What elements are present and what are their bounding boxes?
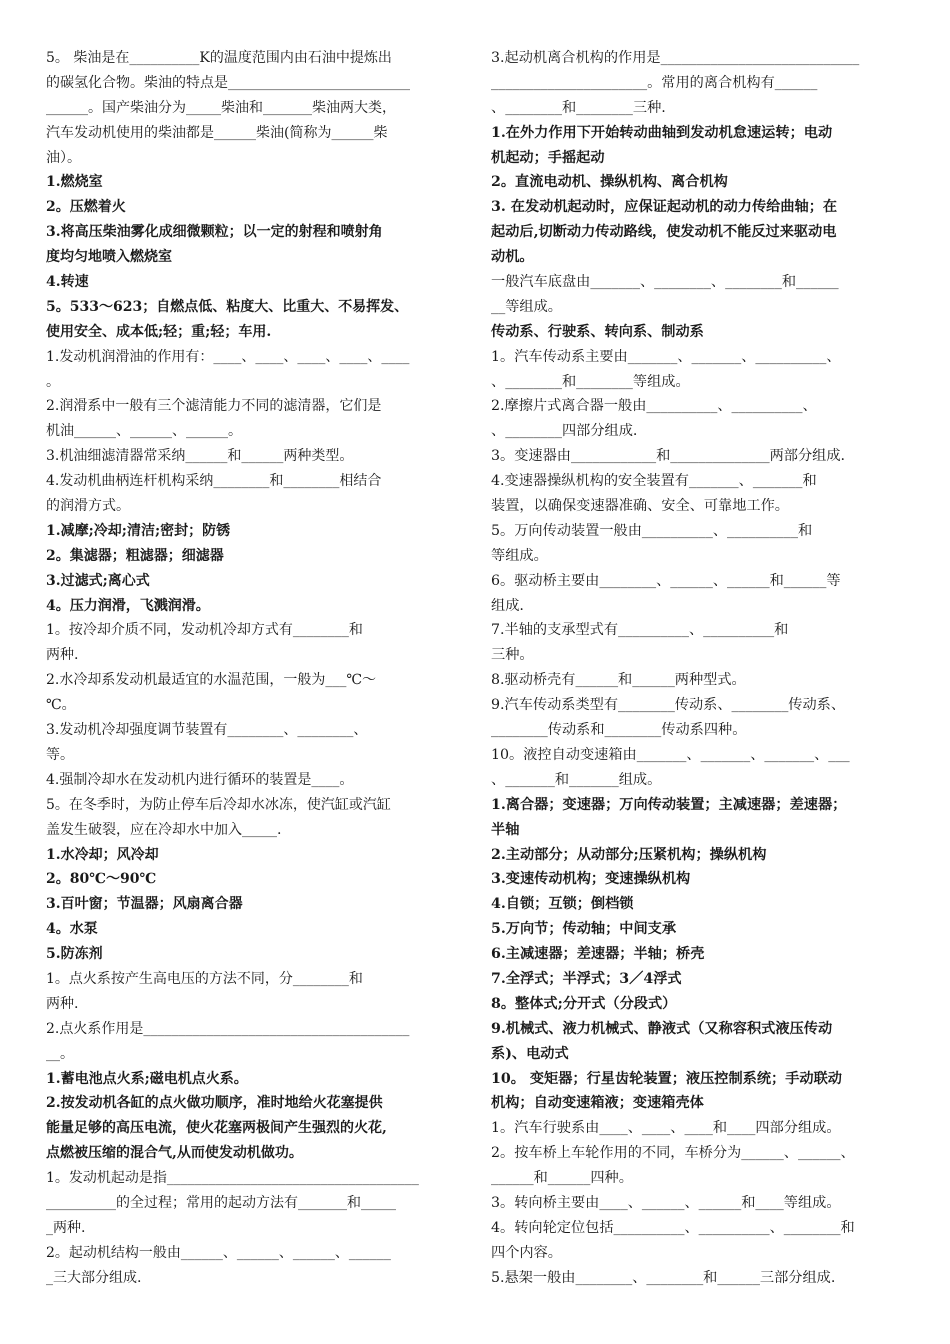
question-line: 4.发动机曲柄连杆机构采纳________和________相结合 xyxy=(46,473,382,490)
question-line: 2。起动机结构一般由______、______、______、______ xyxy=(46,1244,391,1261)
answer-line: 5。533～623；自燃点低、粘度大、比重大、不易挥发、 xyxy=(46,298,409,315)
question-line: 等组成。 xyxy=(491,547,548,564)
answer-line: 2。集滤器；粗滤器；细滤器 xyxy=(46,547,224,564)
answer-line: 能量足够的高压电流，使火花塞两极间产生强烈的火花, xyxy=(46,1120,387,1137)
question-line: 。 xyxy=(46,373,60,390)
question-line: __等组成。 xyxy=(491,298,562,315)
question-line: ______和______四种。 xyxy=(491,1170,633,1187)
question-line: 7.半轴的支承型式有__________、__________和 xyxy=(491,622,789,639)
question-line: 盖发生破裂，应在冷却水中加入_____. xyxy=(46,821,282,838)
question-line: 机油______、______、______。 xyxy=(46,423,242,440)
answer-line: 2.主动部分；从动部分;压紧机构；操纵机构 xyxy=(491,846,767,863)
answer-line: 3.变速传动机构；变速操纵机构 xyxy=(491,871,691,888)
question-line: 两种. xyxy=(46,995,79,1012)
question-line: 10。液控自动变速箱由_______、_______、_______、___ xyxy=(491,746,850,763)
question-line: 5。 柴油是在__________K的温度范围内由石油中提炼出 xyxy=(46,50,392,66)
question-line: ________传动系和________传动系四种。 xyxy=(491,722,747,739)
answer-line: 系)、电动式 xyxy=(491,1045,569,1062)
question-line: 组成. xyxy=(491,597,524,614)
answer-line: 动机。 xyxy=(491,249,534,266)
question-line: 1。汽车传动系主要由_______、_______、__________、 xyxy=(491,348,841,365)
question-line: 1。点火系按产生高电压的方法不同，分________和 xyxy=(46,970,363,987)
answer-line: 起动后,切断动力传动路线，使发动机不能反过来驱动电 xyxy=(491,224,837,241)
question-line: __。 xyxy=(46,1045,74,1062)
question-line: 1。按冷却介质不同，发动机冷却方式有________和 xyxy=(46,622,363,639)
question-line: 等。 xyxy=(46,746,74,763)
question-line: 2。按车桥上车轮作用的不同，车桥分为______、______、 xyxy=(491,1145,855,1162)
question-line: 一般汽车底盘由_______、________、________和______ xyxy=(491,274,839,291)
question-line: ℃。 xyxy=(46,697,76,714)
question-line: 9.汽车传动系类型有________传动系、________传动系、 xyxy=(491,697,846,714)
answer-line: 传动系、行驶系、转向系、制动系 xyxy=(491,323,704,340)
question-line: 3.发动机冷却强度调节装置有________、________、 xyxy=(46,722,368,739)
question-line: 1。汽车行驶系由____、____、____和____四部分组成。 xyxy=(491,1120,841,1137)
question-line: 1。发动机起动是指____________________________________ xyxy=(46,1170,419,1187)
question-line: 4.强制冷却水在发动机内进行循环的装置是____。 xyxy=(46,771,354,788)
answer-line: 4。水泵 xyxy=(46,921,98,938)
question-line: _三大部分组成. xyxy=(46,1269,142,1286)
answer-line: 4.自锁；互锁；倒档锁 xyxy=(491,896,634,913)
question-line: 4.变速器操纵机构的安全装置有_______、_______和 xyxy=(491,473,817,490)
answer-line: 8。整体式;分开式（分段式） xyxy=(491,995,677,1012)
question-line: 2.摩擦片式离合器一般由__________、__________、 xyxy=(491,398,817,415)
answer-line: 1.离合器；变速器；万向传动装置；主减速器；差速器； xyxy=(491,796,847,813)
question-line: 4。转向轮定位包括__________、__________、________和 xyxy=(491,1219,855,1236)
answer-line: 3.将高压柴油雾化成细微颗粒；以一定的射程和喷射角 xyxy=(46,224,383,241)
answer-line: 3.过滤式;离心式 xyxy=(46,572,150,589)
answer-line: 2。80℃～90℃ xyxy=(46,871,157,888)
question-line: 汽车发动机使用的柴油都是______柴油(简称为______柴 xyxy=(46,124,388,141)
answer-line: 半轴 xyxy=(491,821,520,838)
question-line: 3.起动机离合机构的作用是____________________________ xyxy=(491,50,860,66)
answer-line: 3. 在发动机起动时，应保证起动机的动力传给曲轴；在 xyxy=(491,199,838,216)
question-line: 2.点火系作用是______________________________________ xyxy=(46,1020,410,1037)
answer-line: 2。直流电动机、操纵机构、离合机构 xyxy=(491,174,728,191)
answer-line: 3.百叶窗；节温器；风扇离合器 xyxy=(46,896,243,913)
question-line: 8.驱动桥壳有______和______两种型式。 xyxy=(491,672,746,689)
right-column xyxy=(491,46,911,1291)
answer-line: 点燃被压缩的混合气,从而使发动机做功。 xyxy=(46,1145,303,1162)
answer-line: 7.全浮式；半浮式；3／4浮式 xyxy=(491,970,682,987)
question-line: _两种. xyxy=(46,1219,86,1236)
question-line: 三种。 xyxy=(491,647,534,664)
question-line: 2.水冷却系发动机最适宜的水温范围，一般为___℃～ xyxy=(46,672,377,689)
question-line: 的润滑方式。 xyxy=(46,498,130,515)
question-line: 、________和________等组成。 xyxy=(491,373,690,390)
answer-line: 1.水冷却；风冷却 xyxy=(46,846,159,863)
question-line: __________的全过程；常用的起动方法有_______和_____ xyxy=(46,1194,396,1211)
question-line: ______。国产柴油分为_____柴油和_______柴油两大类， xyxy=(46,99,396,116)
question-line: 装置，以确保变速器准确、安全、可靠地工作。 xyxy=(491,498,789,515)
answer-line: 机起动；手摇起动 xyxy=(491,149,605,166)
answer-line: 使用安全、成本低;轻；重;轻；车用. xyxy=(46,323,272,340)
answer-line: 5.万向节；传动轴；中间支承 xyxy=(491,921,677,938)
question-line: 油）。 xyxy=(46,149,81,166)
answer-line: 度均匀地喷入燃烧室 xyxy=(46,249,172,266)
question-line: ______________________。常用的离合机构有______ xyxy=(491,74,818,91)
question-line: 5.悬架一般由________、________和______三部分组成. xyxy=(491,1269,836,1286)
left-column xyxy=(46,46,460,1291)
answer-line: 9.机械式、液力机械式、静液式（又称容积式液压传动 xyxy=(491,1020,833,1037)
answer-line: 1.减摩;冷却;清洁;密封；防锈 xyxy=(46,522,231,539)
question-line: 5。万向传动装置一般由__________、__________和 xyxy=(491,522,813,539)
question-line: 6。驱动桥主要由________、______、______和______等 xyxy=(491,572,841,589)
question-line: 5。在冬季时，为防止停车后冷却水冰冻，使汽缸或汽缸 xyxy=(46,796,391,813)
question-line: 3。转向桥主要由____、______、______和____等组成。 xyxy=(491,1194,841,1211)
answer-line: 1.燃烧室 xyxy=(46,174,103,191)
question-line: 、________四部分组成. xyxy=(491,423,638,440)
answer-line: 6.主减速器；差速器；半轴；桥壳 xyxy=(491,946,705,963)
question-line: 四个内容。 xyxy=(491,1244,562,1261)
answer-line: 10。 变矩器；行星齿轮装置；液压控制系统；手动联动 xyxy=(491,1070,842,1087)
question-line: 的碳氢化合物。柴油的特点是__________________________ xyxy=(46,74,410,91)
answer-line: 2.按发动机各缸的点火做功顺序，准时地给火花塞提供 xyxy=(46,1095,383,1112)
answer-line: 2。压燃着火 xyxy=(46,199,126,216)
question-line: 1.发动机润滑油的作用有：____、____、____、____、____ xyxy=(46,348,410,365)
answer-line: 4。压力润滑，飞溅润滑。 xyxy=(46,597,210,614)
question-line: 2.润滑系中一般有三个滤清能力不同的滤清器，它们是 xyxy=(46,398,382,415)
answer-line: 5.防冻剂 xyxy=(46,946,103,963)
question-line: 两种. xyxy=(46,647,79,664)
question-line: 3。变速器由____________和______________两部分组成. xyxy=(491,448,846,465)
question-line: 、________和________三种. xyxy=(491,99,666,116)
answer-line: 4.转速 xyxy=(46,274,89,291)
question-line: 、_______和_______组成。 xyxy=(491,771,662,788)
answer-line: 1.在外力作用下开始转动曲轴到发动机怠速运转；电动 xyxy=(491,124,833,141)
question-line: 3.机油细滤清器常采纳______和______两种类型。 xyxy=(46,448,354,465)
answer-line: 1.蓄电池点火系;磁电机点火系。 xyxy=(46,1070,248,1087)
answer-line: 机构；自动变速箱液；变速箱壳体 xyxy=(491,1095,704,1112)
